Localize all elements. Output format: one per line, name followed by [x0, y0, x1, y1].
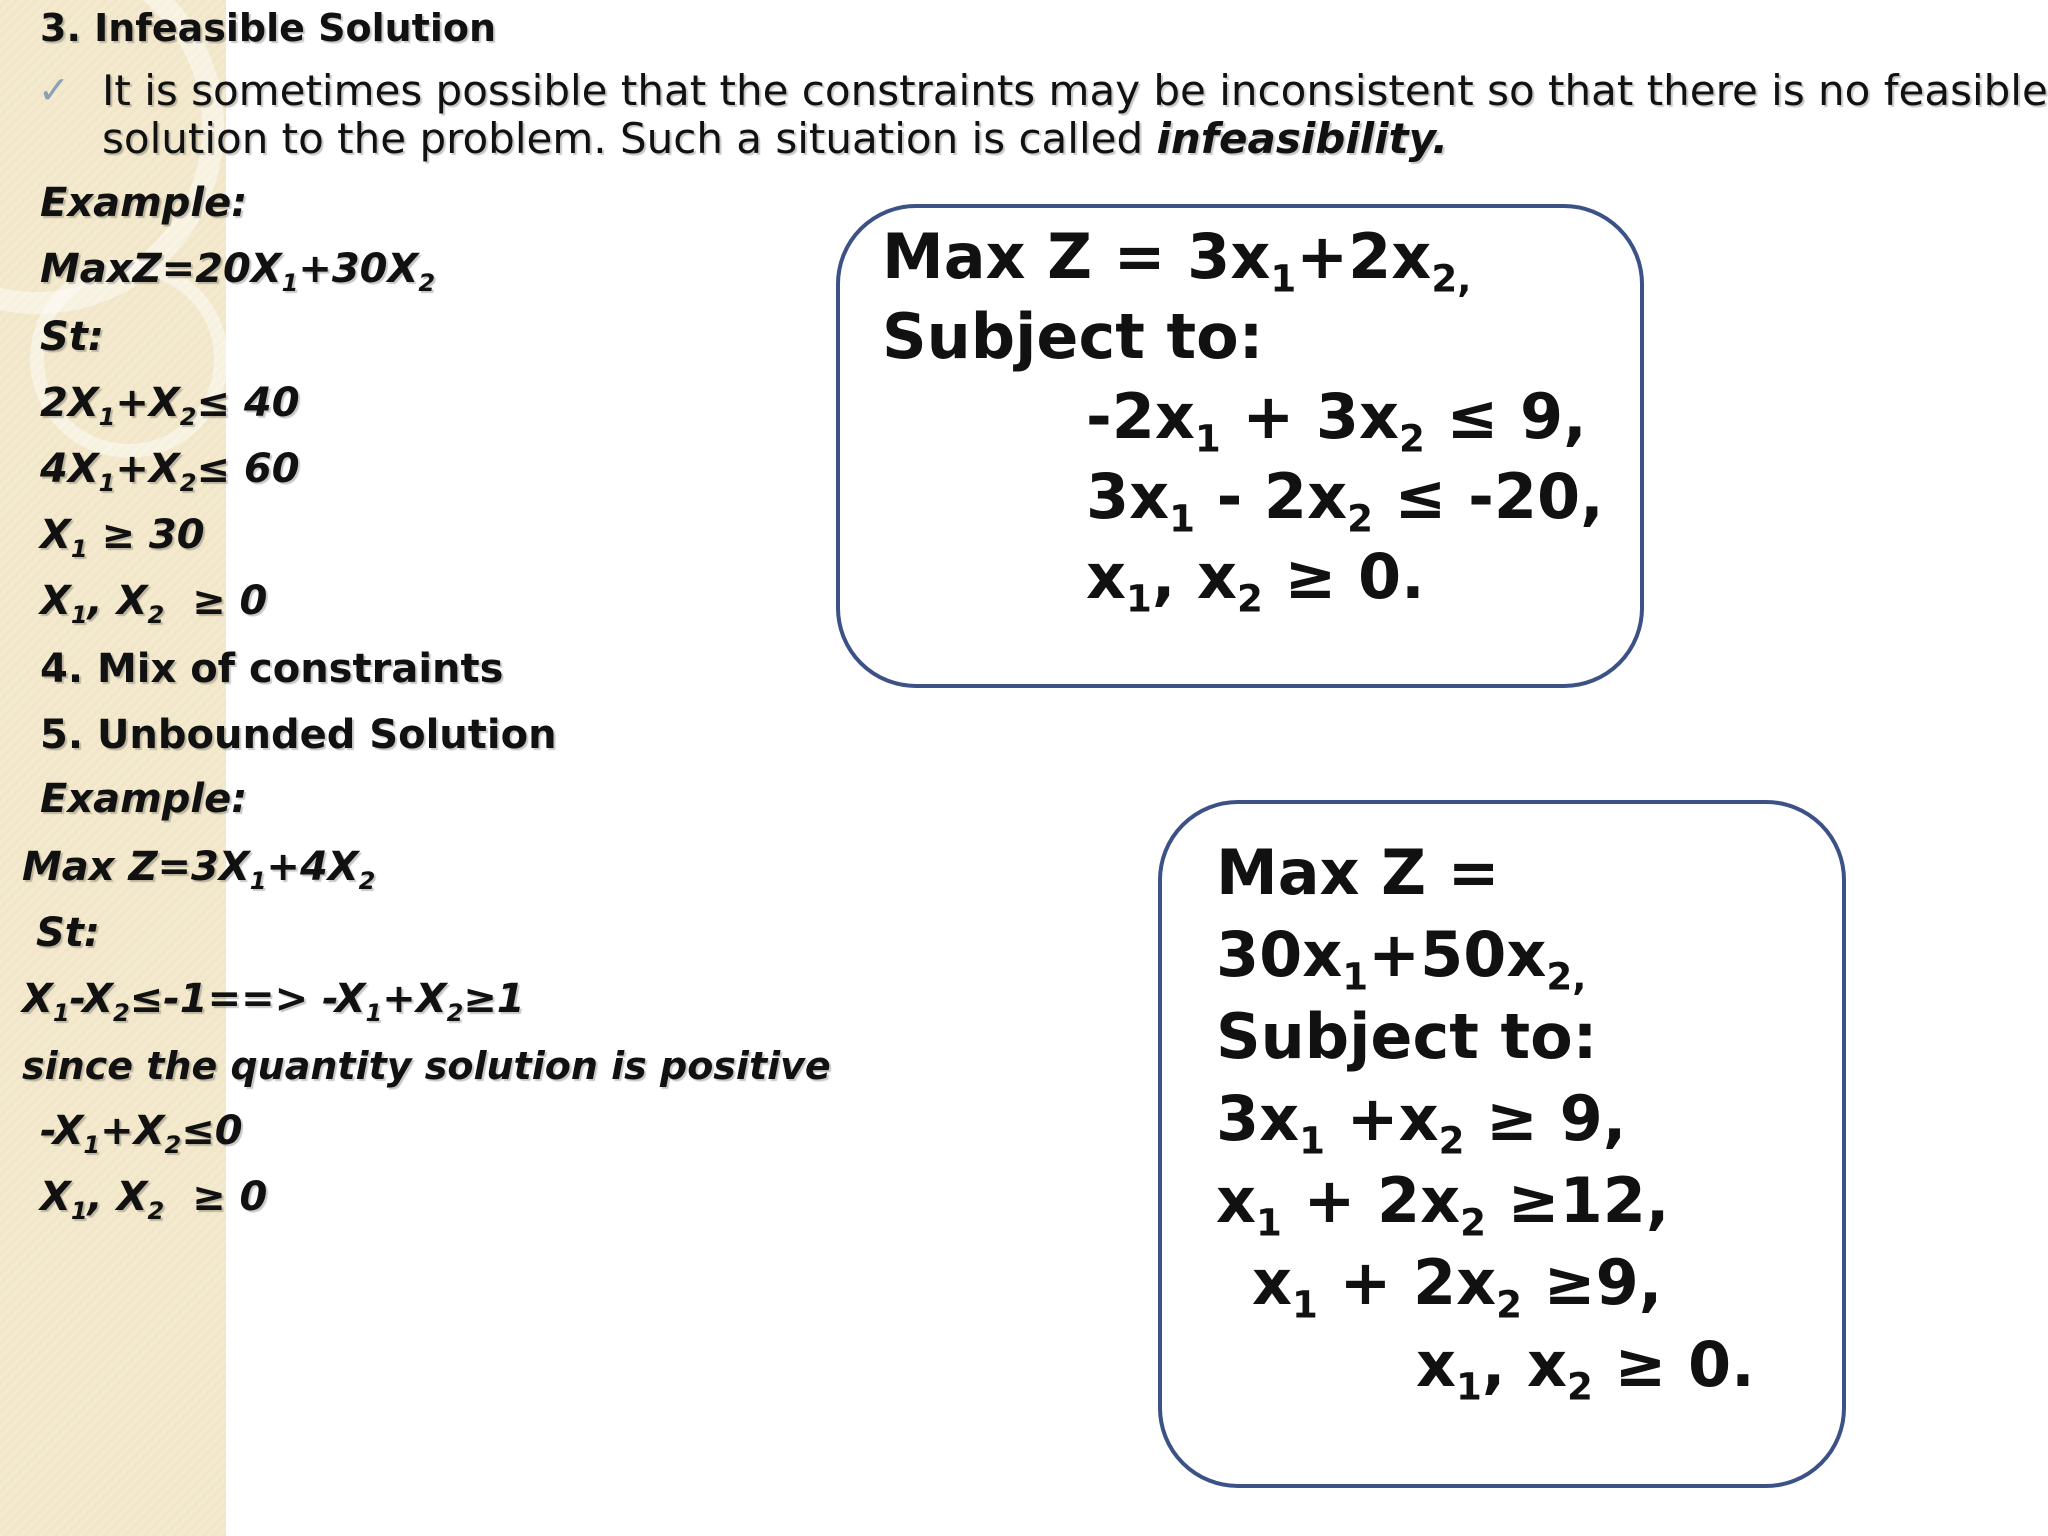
- box2-constraint-3: $x_1 + 2x_2 \ge 9$,: [1252, 1246, 1663, 1327]
- box2-constraint-1: $3x_1 +x_2 \ge 9$,: [1216, 1082, 1627, 1163]
- bullet-line-2: solution to the problem. Such a situation is called infeasibility.: [102, 114, 1449, 163]
- positivity-note: since the quantity solution is positive: [22, 1044, 831, 1088]
- section-3-heading: 3. Infeasible Solution: [40, 6, 497, 50]
- example-label-2: Example:: [40, 776, 248, 822]
- constraint-3: $X_1 \ge 30$: [40, 512, 205, 563]
- constraint-2b: $-X_1+X_2\le 0$: [40, 1108, 243, 1159]
- infeasibility-term: infeasibility.: [1156, 114, 1449, 163]
- constraint-transform: $X_1-X_2\le-1==> -X_1+X_2\ge 1$: [22, 976, 525, 1027]
- box2-subject-to: Subject to:: [1216, 1000, 1598, 1073]
- bullet-line-1: It is sometimes possible that the constraints may be inconsistent so that there is no feasible: [102, 66, 2048, 115]
- box2-objective-line2: $30x_1+50x_{2,}$: [1216, 918, 1587, 999]
- box1-constraint-2: $3x_1 - 2x_2 \le -20$,: [1086, 460, 1604, 541]
- lp-example-box-2: [1158, 800, 1846, 1488]
- example-label: Example:: [40, 180, 248, 226]
- objective-function-2: Max $Z=3X_1+4X_2$: [22, 844, 376, 895]
- objective-function: $MaxZ=20X_1+30X_2$: [40, 246, 436, 297]
- box2-constraint-2: $x_1 + 2x_2 \ge 12$,: [1216, 1164, 1670, 1245]
- box1-subject-to: Subject to:: [882, 300, 1264, 373]
- box1-objective: Max $Z = 3x_1+2x_{2,}$: [882, 220, 1472, 301]
- constraint-2: $4X_1+X_2\le 60$: [40, 446, 300, 497]
- box1-constraint-1: $-2x_1 + 3x_2 \le 9$,: [1086, 380, 1587, 461]
- st-label: St:: [40, 314, 104, 360]
- box2-nonnegativity: $x_1$, $x_2 \ge 0$.: [1416, 1328, 1755, 1409]
- lp-example-box-1: [836, 204, 1644, 688]
- box2-objective-line1: Max Z =: [1216, 836, 1500, 909]
- section-4-heading: 4. Mix of constraints: [40, 646, 504, 692]
- nonnegativity-constraint-2: $X_1$, $X_2 \ge 0$: [40, 1174, 268, 1225]
- constraint-1: $2X_1+X_2\le 40$: [40, 380, 300, 431]
- nonnegativity-constraint: $X_1$, $X_2 \ge 0$: [40, 578, 268, 629]
- section-5-heading: 5. Unbounded Solution: [40, 712, 557, 758]
- check-bullet-icon: ✓: [38, 68, 70, 112]
- box1-nonnegativity: $x_1$, $x_2 \ge 0$.: [1086, 540, 1425, 621]
- st-label-2: St:: [36, 910, 100, 956]
